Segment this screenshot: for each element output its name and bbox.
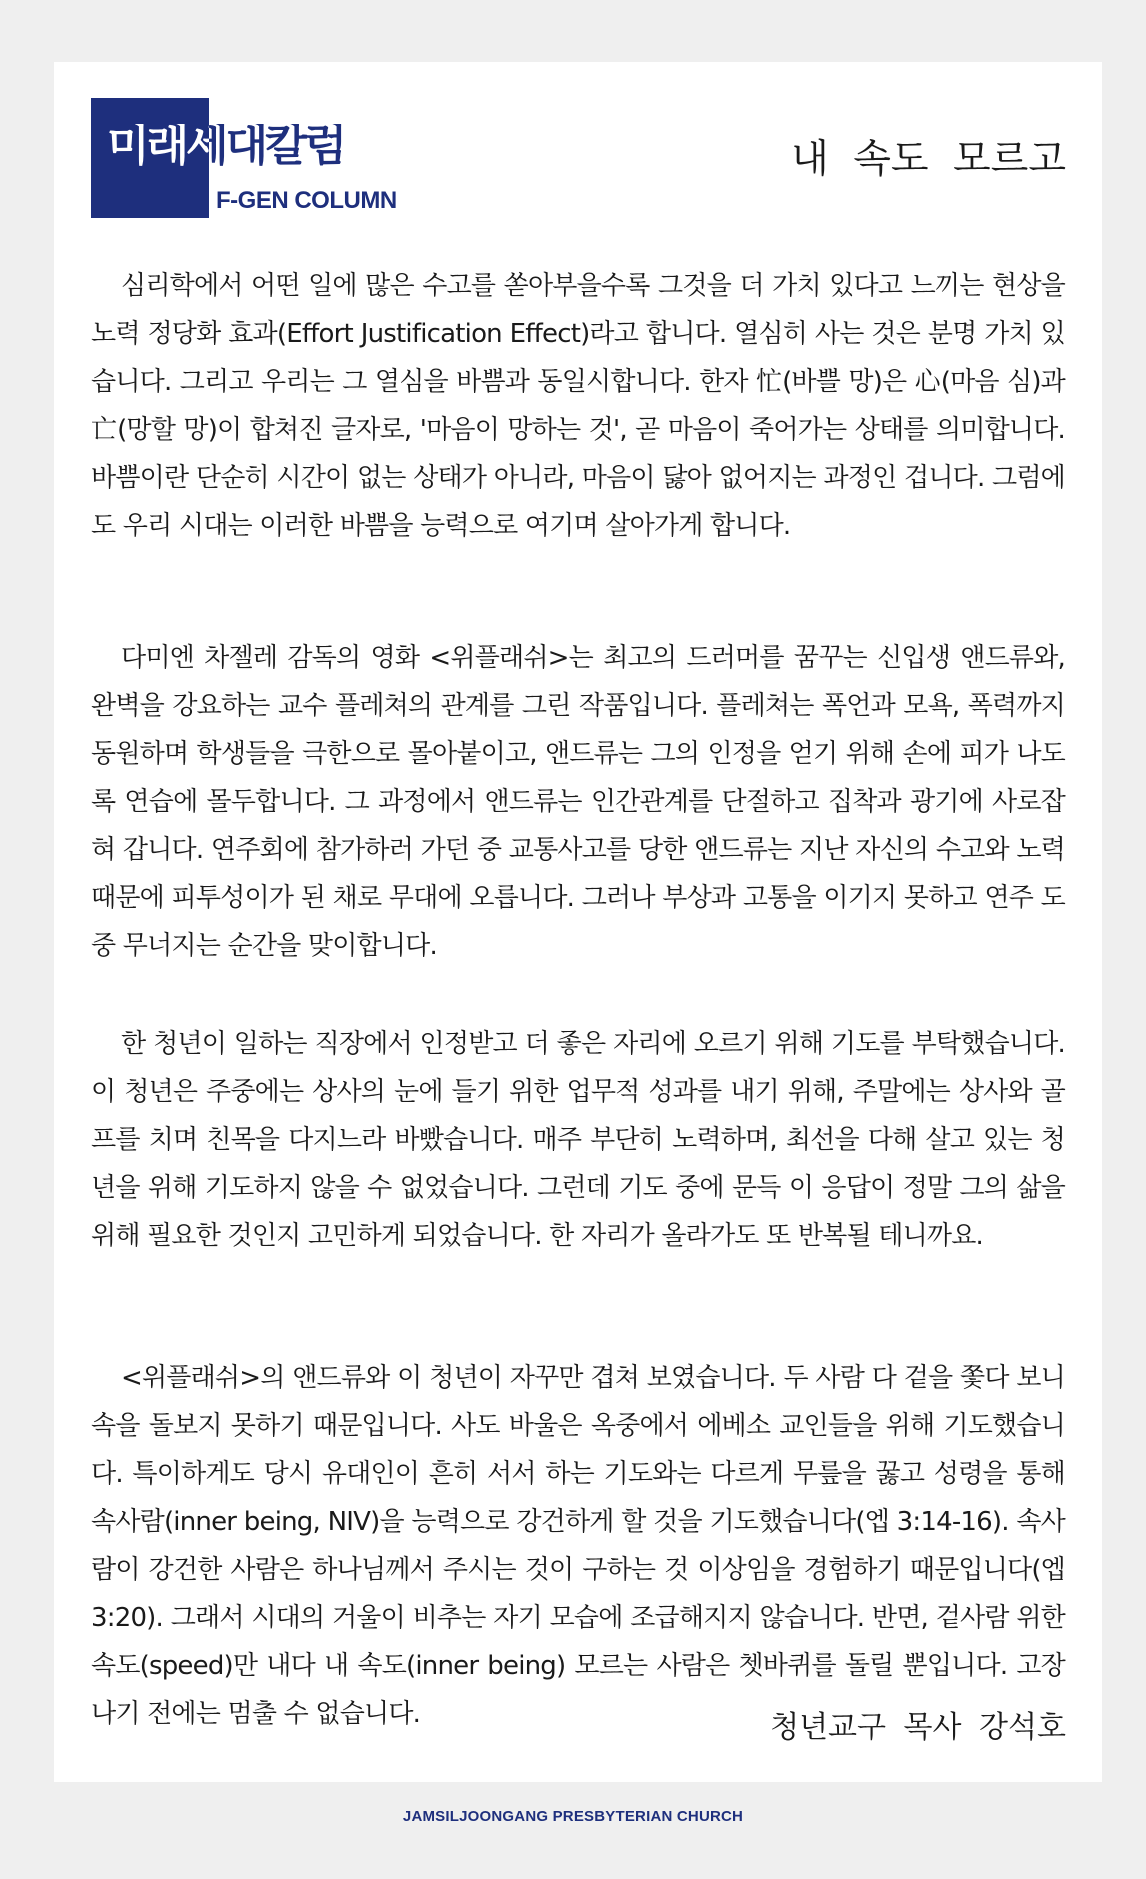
church-footer: JAMSILJOONGANG PRESBYTERIAN CHURCH [402,1808,744,1825]
paragraph-3: 한 청년이 일하는 직장에서 인정받고 더 좋은 자리에 오르기 위해 기도를 부탁했습니다. 이 청년은 주중에는 상사의 눈에 들기 위한 업무적 성과를 내기 위해, 주말에는 상사와 골프를 치며 친목을 다지느라 바빴습니다. 매주 부단히 노력하며, 최선을 다해 살고 있는 청년을 위해 기도하지 않을 수 없었습니다. 그런데 기도 중에 문득 이 응답이 정말 그의 삶을 위해 필요한 것인지 고민하게 되었습니다. 한 자리가 올라가도 또 반복될 테니까요. [91,1029,1065,1251]
column-card [54,62,1102,1782]
column-title: 내 속도 모르고 [791,137,1066,182]
paragraph-1: 심리학에서 어떤 일에 많은 수고를 쏟아부을수록 그것을 더 가치 있다고 느끼는 현상을 노력 정당화 효과(Effort Justification Effect)라고 합니다. 열심히 사는 것은 분명 가치 있습니다. 그리고 우리는 그 열심을 바쁨과 동일시합니다. 한자 忙(바쁠 망)은 心(마음 심)과 亡(망할 망)이 합쳐진 글자로, '마음이 망하는 것', 곧 마음이 죽어가는 상태를 의미합니다. 바쁨이란 단순히 시간이 없는 상태가 아니라, 마음이 닳아 없어지는 과정인 겁니다. 그럼에도 우리 시대는 이러한 바쁨을 능력으로 여기며 살아가게 합니다. [91,271,1065,541]
paragraph-4: <위플래쉬>의 앤드류와 이 청년이 자꾸만 겹쳐 보였습니다. 두 사람 다 겉을 쫓다 보니 속을 돌보지 못하기 때문입니다. 사도 바울은 옥중에서 에베소 교인들을 위해 기도했습니다. 특이하게도 당시 유대인이 흔히 서서 하는 기도와는 다르게 무릎을 꿇고 성령을 통해 속사람(inner being, NIV)을 능력으로 강건하게 할 것을 기도했습니다(엡 3:14-16). 속사람이 강건한 사람은 하나님께서 주시는 것이 구하는 것 이상임을 경험하기 때문입니다(엡3:20). 그래서 시대의 거울이 비추는 자기 모습에 조급해지지 않습니다. 반면, 겉사람 위한 속도(speed)만 내다 내 속도(inner being) 모르는 사람은 쳇바퀴를 돌릴 뿐입니다. 고장 나기 전에는 멈출 수 없습니다. [91,1363,1065,1729]
logo-english-text: F-GEN COLUMN [216,187,397,214]
column-logo [91,98,395,218]
logo-korean-text: 미래세대칼럼 [107,120,345,171]
paragraph-2: 다미엔 차젤레 감독의 영화 <위플래쉬>는 최고의 드러머를 꿈꾸는 신입생 앤드류와, 완벽을 강요하는 교수 플레쳐의 관계를 그린 작품입니다. 플레쳐는 폭언과 모욕, 폭력까지 동원하며 학생들을 극한으로 몰아붙이고, 앤드류는 그의 인정을 얻기 위해 손에 피가 나도록 연습에 몰두합니다. 그 과정에서 앤드류는 인간관계를 단절하고 집착과 광기에 사로잡혀 갑니다. 연주회에 참가하러 가던 중 교통사고를 당한 앤드류는 지난 자신의 수고와 노력 때문에 피투성이가 된 채로 무대에 오릅니다. 그러나 부상과 고통을 이기지 못하고 연주 도중 무너지는 순간을 맞이합니다. [91,643,1065,961]
author-signature: 청년교구 목사 강석호 [770,1710,1066,1745]
